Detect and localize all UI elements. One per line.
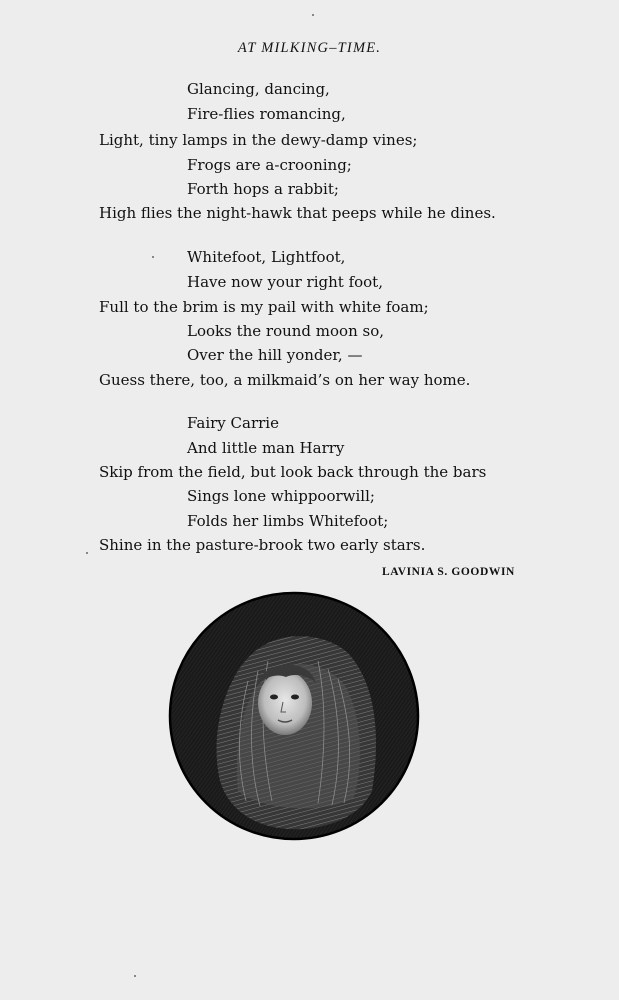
poem-line: Fire-flies romancing, xyxy=(187,105,346,123)
poem-line: Light, tiny lamps in the dewy-damp vines; xyxy=(99,131,418,149)
poem-line: Sings lone whippoorwill; xyxy=(187,487,375,505)
poem-line: Fairy Carrie xyxy=(187,414,279,432)
poem-line: Have now your right foot, xyxy=(187,273,383,291)
poem-title: AT MILKING–TIME. xyxy=(237,40,382,56)
paper-speck xyxy=(312,14,314,16)
poem-line: Skip from the field, but look back through the bars xyxy=(99,463,487,481)
poem-line: And little man Harry xyxy=(187,439,345,457)
poem-line: High flies the night-hawk that peeps while he dines. xyxy=(99,204,496,222)
paper-speck xyxy=(152,256,154,258)
poem-line: Glancing, dancing, xyxy=(187,80,330,98)
paper-speck xyxy=(134,975,136,977)
poem-line: Shine in the pasture-brook two early stars. xyxy=(99,536,426,554)
poem-line: Forth hops a rabbit; xyxy=(187,180,339,198)
poem-line: Folds her limbs Whitefoot; xyxy=(187,512,389,530)
poem-line: Guess there, too, a milkmaid’s on her way home. xyxy=(99,371,471,389)
poem-line: Full to the brim is my pail with white foam; xyxy=(99,298,429,316)
poem-line: Frogs are a-crooning; xyxy=(187,156,352,174)
author-signature: LAVINIA S. GOODWIN xyxy=(382,566,515,578)
poem-line: Whitefoot, Lightfoot, xyxy=(187,248,346,266)
portrait-illustration xyxy=(168,591,420,841)
poem-line: Over the hill yonder, — xyxy=(187,346,363,364)
paper-speck xyxy=(86,552,88,554)
poem-line: Looks the round moon so, xyxy=(187,322,385,340)
